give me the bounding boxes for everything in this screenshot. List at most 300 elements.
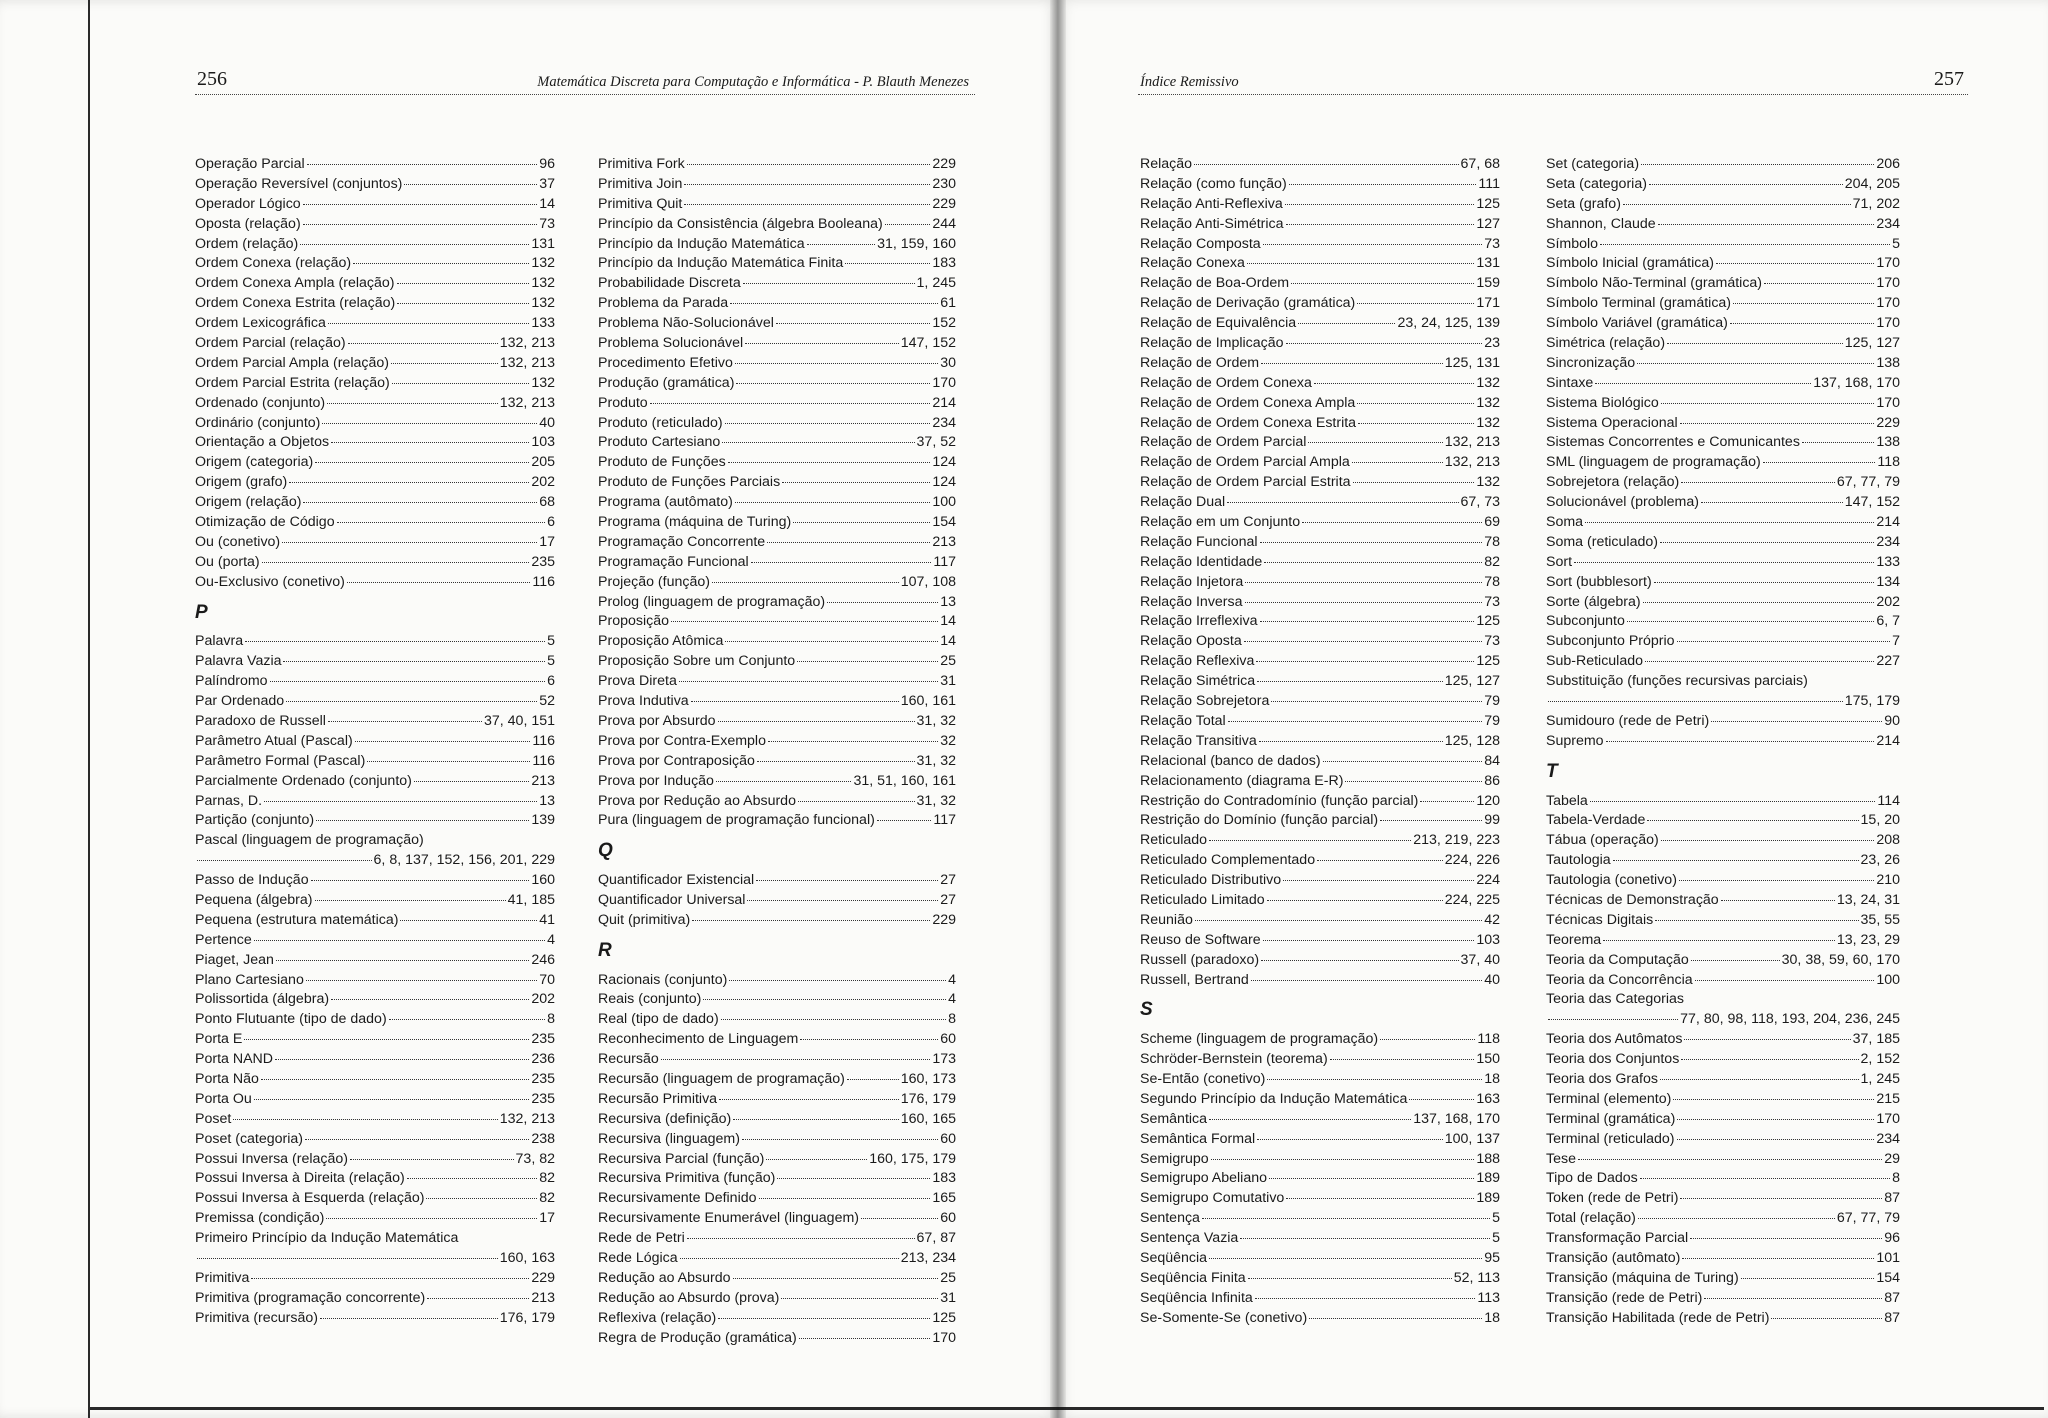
index-pages: 37, 185	[1852, 1031, 1900, 1048]
index-pages: 71, 202	[1852, 195, 1900, 212]
index-entry	[1546, 891, 1900, 911]
index-pages: 138	[1876, 354, 1900, 371]
index-pages: 229	[932, 195, 956, 212]
index-term: Sort (bubblesort)	[1546, 573, 1652, 590]
index-term: Operador Lógico	[195, 195, 301, 212]
index-term: Pequena (álgebra)	[195, 891, 313, 908]
dot-leader	[262, 562, 530, 563]
dot-leader	[1595, 383, 1811, 384]
index-entry	[195, 811, 555, 831]
index-term: Produto	[598, 394, 648, 411]
index-entry	[195, 394, 555, 414]
index-entry	[1140, 533, 1500, 553]
index-entry	[1546, 254, 1900, 274]
index-pages: 202	[531, 474, 555, 491]
index-pages: 154	[932, 514, 956, 531]
index-entry	[1140, 891, 1500, 911]
index-term: Transição Habilitada (rede de Petri)	[1546, 1309, 1770, 1326]
dot-leader	[282, 542, 537, 543]
index-term: Recursiva Primitiva (função)	[598, 1170, 776, 1187]
index-entry	[195, 1150, 555, 1170]
index-term: Relação de Ordem Conexa Ampla	[1140, 394, 1356, 411]
index-term: Real (tipo de dado)	[598, 1011, 719, 1028]
dot-leader	[1289, 184, 1477, 185]
index-entry	[1140, 931, 1500, 951]
index-term: Soma (reticulado)	[1546, 533, 1658, 550]
index-entry	[1546, 971, 1900, 991]
index-pages: 73	[539, 215, 555, 232]
index-pages: 117	[933, 553, 956, 570]
dot-leader	[1711, 721, 1882, 722]
index-pages: 103	[531, 434, 555, 451]
dot-leader	[327, 403, 498, 404]
index-pages: 160	[531, 872, 555, 889]
dot-leader	[716, 781, 851, 782]
dot-leader	[1202, 1218, 1490, 1219]
index-term: Palavra Vazia	[195, 653, 282, 670]
dot-leader	[781, 1298, 938, 1299]
index-pages: 1, 245	[1860, 1070, 1900, 1087]
dot-leader	[692, 920, 930, 921]
dot-leader	[1733, 303, 1874, 304]
index-pages: 70	[539, 971, 555, 988]
index-pages: 210	[1876, 872, 1900, 889]
index-entry	[1546, 394, 1900, 414]
index-entry	[195, 1309, 555, 1329]
index-entry	[195, 692, 555, 712]
index-entry	[195, 632, 555, 652]
index-term: Problema Não-Solucionável	[598, 315, 774, 332]
index-term: Terminal (reticulado)	[1546, 1130, 1675, 1147]
index-entry	[1140, 155, 1500, 175]
index-entry	[195, 414, 555, 434]
index-pages: 41, 185	[507, 891, 555, 908]
index-term: Reflexiva (relação)	[598, 1309, 717, 1326]
index-term: Scheme (linguagem de programação)	[1140, 1031, 1379, 1048]
dot-leader	[1574, 562, 1874, 563]
dot-leader	[254, 940, 545, 941]
dot-leader	[289, 482, 529, 483]
index-pages: 27	[940, 891, 956, 908]
index-pages: 31, 32	[916, 712, 956, 729]
dot-leader	[1291, 283, 1474, 284]
index-term: Relação Simétrica	[1140, 673, 1256, 690]
index-entry	[1140, 672, 1500, 692]
index-pages: 246	[531, 951, 555, 968]
index-term: Porta NAND	[195, 1051, 274, 1068]
index-term: Relação em um Conjunto	[1140, 514, 1301, 531]
index-term: Ordem Conexa Estrita (relação)	[195, 295, 396, 312]
index-term: Otimização de Código	[195, 514, 335, 531]
index-pages: 202	[531, 991, 555, 1008]
dot-leader	[264, 801, 537, 802]
index-entry	[195, 1249, 555, 1269]
dot-leader	[691, 701, 899, 702]
index-term: Pequena (estrutura matemática)	[195, 911, 399, 928]
index-entry	[1140, 811, 1500, 831]
index-term: Relação de Ordem Parcial Estrita	[1140, 474, 1351, 491]
index-pages: 32	[940, 732, 956, 749]
index-term: Reconhecimento de Linguagem	[598, 1031, 799, 1048]
index-entry	[598, 811, 956, 831]
dot-leader	[1358, 423, 1474, 424]
index-pages: 139	[531, 812, 555, 829]
index-term: Técnicas Digitais	[1546, 911, 1654, 928]
index-entry	[1140, 453, 1500, 473]
index-term: Prolog (linguagem de programação)	[598, 593, 826, 610]
index-entry	[195, 433, 555, 453]
index-term: Porta Ou	[195, 1090, 252, 1107]
index-pages: 170	[1876, 275, 1900, 292]
index-entry	[1546, 1130, 1900, 1150]
index-pages: 160, 163	[499, 1250, 555, 1266]
index-term: Relacionamento (diagrama E-R)	[1140, 772, 1344, 789]
index-term: Proposição Sobre um Conjunto	[598, 653, 796, 670]
index-entry	[1140, 354, 1500, 374]
right-index-column-2	[1546, 155, 1900, 1329]
index-entry	[1140, 632, 1500, 652]
index-pages: 18	[1484, 1309, 1500, 1326]
index-pages: 234	[1876, 1130, 1900, 1147]
index-term: Proposição Atômica	[598, 633, 724, 650]
index-entry	[598, 155, 956, 175]
index-entry	[195, 911, 555, 931]
index-pages: 132	[1476, 414, 1500, 431]
index-pages: 213	[531, 772, 555, 789]
index-term: Relação de Ordem Conexa	[1140, 374, 1312, 391]
index-entry	[1546, 1309, 1900, 1329]
index-term: Primitiva (programação concorrente)	[195, 1289, 426, 1306]
index-term: Reuso de Software	[1140, 931, 1261, 948]
index-term: Semântica Formal	[1140, 1130, 1256, 1147]
dot-leader	[1264, 562, 1482, 563]
dot-leader	[303, 204, 538, 205]
index-term: Problema Solucionável	[598, 335, 744, 352]
index-pages: 29	[1884, 1150, 1900, 1167]
index-pages: 170	[1876, 255, 1900, 272]
index-pages: 7	[1892, 633, 1900, 650]
index-term: Reais (conjunto)	[598, 991, 702, 1008]
index-pages: 132, 213	[499, 394, 555, 411]
index-entry	[598, 195, 956, 215]
dot-leader	[1730, 323, 1874, 324]
dot-leader	[1409, 1099, 1474, 1100]
index-entry	[598, 1229, 956, 1249]
index-pages: 173	[932, 1051, 956, 1068]
dot-leader	[767, 542, 930, 543]
index-pages: 23, 26	[1860, 852, 1900, 869]
index-entry	[1140, 573, 1500, 593]
index-term: Passo de Indução	[195, 872, 309, 889]
index-pages: 68	[539, 494, 555, 511]
index-entry	[598, 1209, 956, 1229]
index-entry	[598, 593, 956, 613]
dot-leader	[757, 761, 915, 762]
index-term: Princípio da Indução Matemática	[598, 235, 805, 252]
index-term: Semântica	[1140, 1110, 1208, 1127]
right-page	[1058, 0, 2048, 1418]
dot-leader	[793, 522, 930, 523]
index-entry	[598, 990, 956, 1010]
index-pages: 42	[1484, 911, 1500, 928]
dot-leader	[735, 363, 938, 364]
index-term: Racionais (conjunto)	[598, 971, 728, 988]
index-pages: 101	[1876, 1250, 1900, 1266]
index-pages: 52, 113	[1453, 1269, 1500, 1286]
index-entry	[195, 274, 555, 294]
dot-leader	[1317, 860, 1443, 861]
index-term: Tabela	[1546, 792, 1588, 809]
index-term: Símbolo Inicial (gramática)	[1546, 255, 1714, 272]
index-pages: 95	[1484, 1250, 1500, 1266]
dot-leader	[355, 741, 531, 742]
index-term: Plano Cartesiano	[195, 971, 304, 988]
index-pages: 96	[1884, 1230, 1900, 1247]
dot-leader	[1640, 1178, 1890, 1179]
left-page-number: 256	[197, 68, 227, 90]
index-entry	[598, 1110, 956, 1130]
index-entry	[598, 294, 956, 314]
index-pages: 202	[1876, 593, 1900, 610]
dot-leader	[759, 1198, 931, 1199]
index-term: Ordinário (conjunto)	[195, 414, 321, 431]
dot-leader	[320, 1318, 498, 1319]
index-pages: 31, 32	[916, 792, 956, 809]
dot-leader	[1263, 244, 1483, 245]
index-entry	[1140, 175, 1500, 195]
index-pages: 125, 127	[1844, 335, 1900, 352]
index-entry	[598, 1309, 956, 1329]
index-term: Tautologia (conetivo)	[1546, 872, 1677, 889]
index-term: Relação de Ordem Parcial Ampla	[1140, 454, 1350, 471]
index-term: Proposição	[598, 613, 669, 630]
index-pages: 235	[531, 1070, 555, 1087]
index-pages: 103	[1476, 931, 1500, 948]
index-pages: 60	[940, 1210, 956, 1227]
dot-leader	[276, 960, 529, 961]
left-page-header	[195, 66, 975, 95]
index-term: Recursiva (linguagem)	[598, 1130, 740, 1147]
index-term: Primitiva (recursão)	[195, 1309, 318, 1326]
index-term: Sintaxe	[1546, 374, 1594, 391]
index-entry	[1546, 792, 1900, 812]
index-pages: 183	[932, 255, 956, 272]
right-running-title: Índice Remissivo	[1140, 74, 1239, 90]
index-entry	[1546, 274, 1900, 294]
index-pages: 82	[539, 1170, 555, 1187]
index-pages: 133	[531, 315, 555, 332]
index-term: Semigrupo Comutativo	[1140, 1190, 1285, 1207]
dot-leader	[1357, 403, 1474, 404]
dot-leader	[1209, 1258, 1482, 1259]
index-pages: 213	[932, 533, 956, 550]
index-pages: 214	[1876, 732, 1900, 749]
index-entry	[195, 1269, 555, 1289]
index-term: Relação Transitiva	[1140, 732, 1257, 749]
dot-leader	[331, 442, 529, 443]
dot-leader	[1285, 204, 1475, 205]
dot-leader	[733, 1119, 899, 1120]
index-entry	[598, 1050, 956, 1070]
book-gutter	[1050, 0, 1066, 1418]
index-pages: 188	[1476, 1150, 1500, 1167]
index-term: Relacional (banco de dados)	[1140, 752, 1321, 769]
index-term: Princípio da Indução Matemática Finita	[598, 255, 844, 272]
index-pages: 125, 128	[1444, 732, 1500, 749]
index-entry	[1546, 314, 1900, 334]
dot-leader	[1660, 1079, 1859, 1080]
index-entry	[1546, 215, 1900, 235]
index-term: Semigrupo	[1140, 1150, 1209, 1167]
dot-leader	[1195, 920, 1482, 921]
index-pages: 160, 161	[900, 693, 956, 710]
index-entry	[1546, 1090, 1900, 1110]
dot-leader	[1283, 880, 1474, 881]
index-pages: 61	[940, 295, 956, 312]
index-term: Ordem Parcial (relação)	[195, 335, 346, 352]
index-entry	[1140, 712, 1500, 732]
index-entry	[1546, 1169, 1900, 1189]
index-entry	[195, 871, 555, 891]
index-entry	[195, 891, 555, 911]
index-pages: 125	[1476, 613, 1500, 630]
index-pages: 154	[1876, 1269, 1900, 1286]
index-entry	[1140, 433, 1500, 453]
index-pages: 78	[1484, 573, 1500, 590]
dot-leader	[1613, 860, 1859, 861]
dot-leader	[1240, 1238, 1490, 1239]
section-letter: Q	[598, 840, 613, 862]
index-entry	[1546, 1050, 1900, 1070]
index-entry	[598, 1070, 956, 1090]
dot-leader	[245, 641, 545, 642]
index-pages: 132	[531, 255, 555, 272]
index-term: Total (relação)	[1546, 1210, 1636, 1227]
dot-leader	[337, 522, 546, 523]
index-pages: 170	[1876, 1110, 1900, 1127]
dot-leader	[756, 880, 938, 881]
index-pages: 37, 52	[916, 434, 956, 451]
index-entry	[1546, 195, 1900, 215]
dot-leader	[782, 482, 930, 483]
index-pages: 4	[948, 991, 956, 1008]
dot-leader	[1677, 1119, 1874, 1120]
index-pages: 6, 8, 137, 152, 156, 201, 229	[373, 852, 555, 869]
index-term: Palíndromo	[195, 673, 268, 690]
dot-leader	[1645, 661, 1874, 662]
dot-leader	[1763, 462, 1876, 463]
dot-leader	[1247, 263, 1474, 264]
index-entry	[598, 334, 956, 354]
dot-leader	[1263, 940, 1475, 941]
index-entry	[195, 254, 555, 274]
dot-leader	[687, 1238, 915, 1239]
index-entry	[1546, 334, 1900, 354]
dot-leader	[1260, 621, 1475, 622]
dot-leader	[1578, 1159, 1882, 1160]
right-page-header	[1138, 66, 1968, 95]
index-pages: 40	[1484, 971, 1500, 988]
dot-leader	[233, 1119, 497, 1120]
dot-leader	[730, 303, 938, 304]
dot-leader	[389, 1019, 545, 1020]
index-entry	[1140, 1169, 1500, 1189]
index-entry	[1546, 1229, 1900, 1249]
index-entry	[1546, 692, 1900, 712]
right-page-number: 257	[1934, 68, 1964, 90]
index-pages: 17	[539, 1210, 555, 1227]
index-pages: 31, 51, 160, 161	[853, 772, 956, 789]
index-pages: 35, 55	[1860, 911, 1900, 928]
index-term: Relação de Implicação	[1140, 335, 1284, 352]
dot-leader	[1680, 423, 1875, 424]
index-term: Terminal (gramática)	[1546, 1110, 1676, 1127]
dot-leader	[671, 621, 938, 622]
dot-leader	[725, 641, 938, 642]
index-pages: 150	[1476, 1051, 1500, 1068]
index-entry	[1546, 1209, 1900, 1229]
index-term: Relação de Ordem	[1140, 354, 1260, 371]
dot-leader	[725, 423, 931, 424]
index-term: Relação Reflexiva	[1140, 653, 1255, 670]
dot-leader	[1211, 1159, 1475, 1160]
index-pages: 13, 23, 29	[1836, 931, 1900, 948]
index-entry	[1546, 990, 1900, 1010]
index-entry	[598, 971, 956, 991]
dot-leader	[751, 562, 932, 563]
index-entry	[1140, 294, 1500, 314]
dot-leader	[1661, 403, 1875, 404]
index-entry	[1140, 593, 1500, 613]
index-entry	[1140, 274, 1500, 294]
index-pages: 82	[539, 1190, 555, 1207]
dot-leader	[861, 1218, 938, 1219]
index-entry	[598, 235, 956, 255]
index-term: Paradoxo de Russell	[195, 712, 326, 729]
index-term: Seqüência Finita	[1140, 1269, 1246, 1286]
dot-leader	[1716, 263, 1874, 264]
index-entry	[1140, 314, 1500, 334]
index-pages: 189	[1476, 1170, 1500, 1187]
index-entry	[1140, 951, 1500, 971]
index-pages: 5	[1492, 1210, 1500, 1227]
index-term: Relação Funcional	[1140, 533, 1258, 550]
index-entry	[598, 1130, 956, 1150]
index-entry	[1546, 652, 1900, 672]
index-entry	[1140, 1209, 1500, 1229]
index-entry	[598, 612, 956, 632]
index-pages: 27	[940, 872, 956, 889]
dot-leader	[1267, 900, 1443, 901]
index-pages: 125	[932, 1309, 956, 1326]
index-pages: 31, 32	[916, 752, 956, 769]
dot-leader	[197, 860, 372, 861]
dot-leader	[1244, 641, 1482, 642]
dot-leader	[1380, 1039, 1475, 1040]
dot-leader	[1638, 1218, 1835, 1219]
index-entry	[195, 1050, 555, 1070]
index-term: Possui Inversa (relação)	[195, 1150, 348, 1167]
dot-leader	[1255, 1298, 1476, 1299]
dot-leader	[777, 1178, 930, 1179]
index-entry	[598, 513, 956, 533]
index-term: Soma	[1546, 514, 1584, 531]
dot-leader	[404, 184, 537, 185]
dot-leader	[735, 502, 930, 503]
index-entry	[195, 990, 555, 1010]
index-pages: 229	[932, 156, 956, 172]
index-entry	[1140, 1090, 1500, 1110]
